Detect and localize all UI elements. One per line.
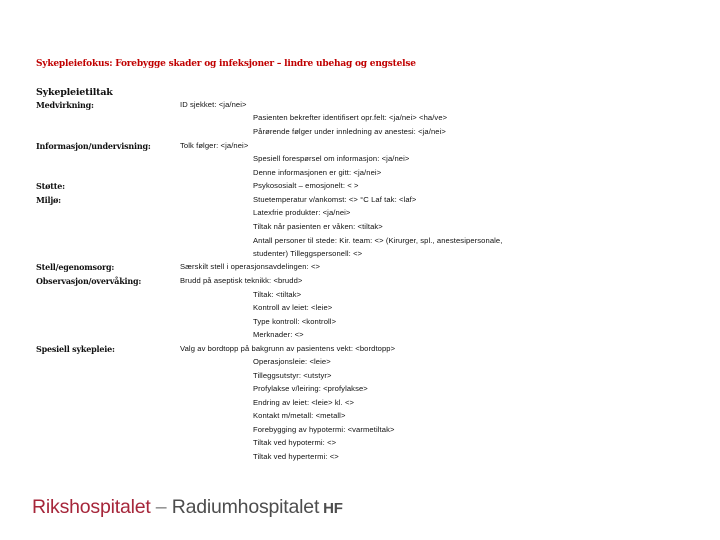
field-line: Latexfrie produkter: <ja/nei> (253, 208, 351, 217)
field-line: Forebygging av hypotermi: <varmetiltak> (253, 425, 395, 434)
field-line: Pårørende følger under innledning av anestesi: <ja/nei> (253, 127, 446, 136)
field-line: Type kontroll: <kontroll> (253, 317, 337, 326)
label-miljo: Miljø: (36, 195, 61, 205)
field-line: Profylakse v/leiring: <profylakse> (253, 384, 368, 393)
field-line: Operasjonsleie: <leie> (253, 357, 331, 366)
field-line: Endring av leiet: <leie> kl. <> (253, 398, 355, 407)
field-line: Kontakt m/metall: <metall> (253, 411, 346, 420)
field-line: Tolk følger: <ja/nei> (180, 141, 249, 150)
label-informasjon: Informasjon/undervisning: (36, 141, 151, 151)
field-line: Tiltak: <tiltak> (253, 290, 302, 299)
field-line: Tiltak når pasienten er våken: <tiltak> (253, 222, 383, 231)
label-observasjon: Observasjon/overvåking: (36, 276, 142, 286)
field-line: Psykososialt – emosjonelt: < > (253, 181, 359, 190)
field-line: Pasienten bekrefter identifisert opr.felt: <ja/nei> <ha/ve> (253, 113, 448, 122)
slide-title: Sykepleiefokus: Forebygge skader og infeksjoner – lindre ubehag og engstelse (36, 59, 416, 69)
field-line: ID sjekket: <ja/nei> (180, 100, 247, 109)
footer-logo (32, 496, 343, 519)
field-line: Spesiell forespørsel om informasjon: <ja/nei> (253, 154, 410, 163)
footer-logo-hf: HF (319, 500, 343, 517)
field-line: Brudd på aseptisk teknikk: <brudd> (180, 276, 303, 285)
label-stotte: Støtte: (36, 181, 65, 191)
field-line: Denne informasjonen er gitt: <ja/nei> (253, 168, 382, 177)
section-heading: Sykepleietiltak (36, 87, 113, 98)
footer-logo-radiumhospitalet: Radiumhospitalet (171, 496, 320, 518)
field-line: Kontroll av leiet: <leie> (253, 303, 333, 312)
field-line: Merknader: <> (253, 330, 304, 339)
footer-logo-rikshospitalet: Rikshospitalet (32, 496, 151, 518)
label-stell: Stell/egenomsorg: (36, 262, 115, 272)
field-line: Antall personer til stede: Kir. team: <> (Kirurger, spl., anestesipersonale, (253, 236, 503, 245)
footer-logo-dash: – (150, 496, 172, 518)
label-spesiell: Spesiell sykepleie: (36, 344, 115, 354)
field-line: Valg av bordtopp på bakgrunn av pasientens vekt: <bordtopp> (180, 344, 396, 353)
field-line: Tiltak ved hypertermi: <> (253, 452, 339, 461)
field-line: studenter) Tilleggspersonell: <> (253, 249, 363, 258)
field-line: Særskilt stell i operasjonsavdelingen: <> (180, 262, 321, 271)
field-line: Tilleggsutstyr: <utstyr> (253, 371, 332, 380)
field-line: Tiltak ved hypotermi: <> (253, 438, 337, 447)
field-line: Stuetemperatur v/ankomst: <> °C Laf tak: <laf> (253, 195, 417, 204)
label-medvirkning: Medvirkning: (36, 100, 94, 110)
